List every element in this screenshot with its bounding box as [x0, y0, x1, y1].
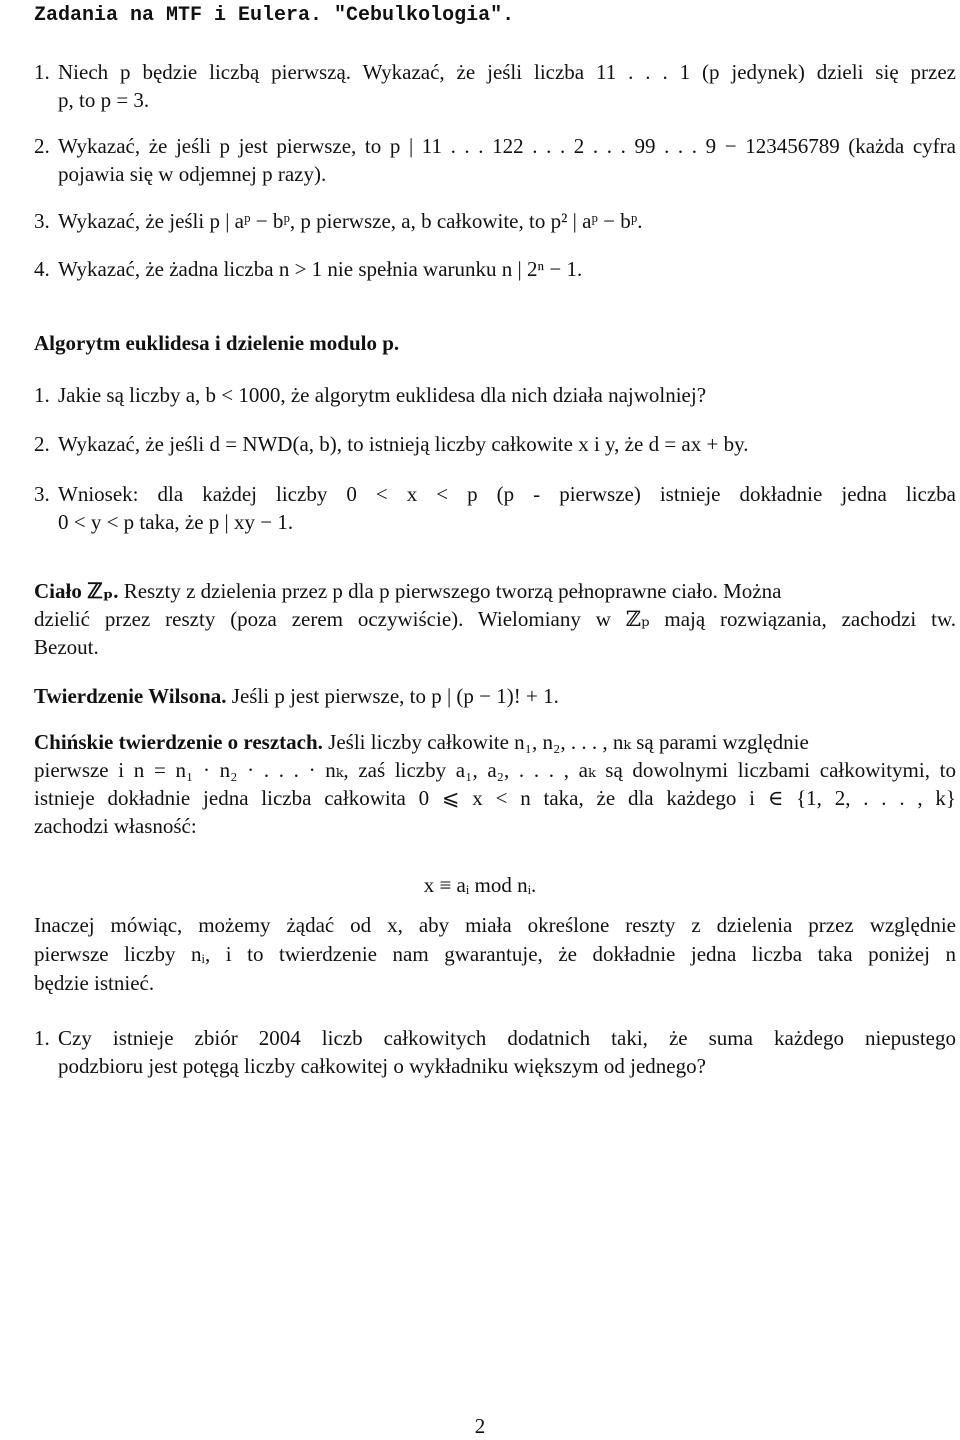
field-line: Bezout.	[34, 635, 99, 659]
field-first-line	[34, 577, 956, 605]
item-line: Wykazać, że żadna liczba n > 1 nie spełnia warunku n | 2ⁿ − 1.	[58, 257, 583, 281]
wilson-text: Jeśli p jest pierwsze, to p | (p − 1)! + 1.	[231, 684, 559, 708]
item-line: Wykazać, że jeśli p | aᵖ − bᵖ, p pierwsze, a, b całkowite, to p² | aᵖ − bᵖ.	[58, 209, 643, 233]
item-line: Czy istnieje zbiór 2004 liczb całkowitych dodatnich taki, że suma każdego niepustego	[58, 1026, 956, 1050]
title-text: Zadania na MTF i Eulera. "Cebulkologia".	[34, 4, 515, 27]
wilson-line	[34, 682, 559, 710]
item-number: 1.	[34, 1026, 50, 1050]
item-number: 3.	[34, 482, 50, 506]
item-number: 2.	[34, 432, 50, 456]
crt-after-line: Inaczej mówiąc, możemy żądać od x, aby miała określone reszty z dzielenia przez względnie	[34, 913, 956, 937]
crt-line: Jeśli liczby całkowite n₁, n₂, . . . , nₖ są parami względnie	[328, 730, 809, 754]
heading-text: Algorytm euklidesa i dzielenie modulo p.	[34, 331, 400, 355]
item-line: Jakie są liczby a, b < 1000, że algorytm euklidesa dla nich działa najwolniej?	[58, 383, 707, 407]
field-line: Reszty z dzielenia przez p dla p pierwszego tworzą pełnoprawne ciało. Można	[123, 579, 782, 603]
item-line: pojawia się w odjemnej p razy).	[58, 162, 327, 186]
field-line: dzielić przez reszty (poza zerem oczywiście). Wielomiany w ℤₚ mają rozwiązania, zachodzi tw.	[34, 607, 956, 631]
wilson-heading: Twierdzenie Wilsona.	[34, 684, 227, 708]
field-heading: Ciało ℤₚ.	[34, 579, 119, 603]
item-number: 2.	[34, 134, 50, 158]
item-number: 4.	[34, 257, 50, 281]
page-number: 2	[474, 1414, 486, 1438]
crt-heading: Chińskie twierdzenie o resztach.	[34, 730, 323, 754]
item-number: 1.	[34, 60, 50, 84]
item-line: Wykazać, że jeśli p jest pierwsze, to p | 11 . . . 122 . . . 2 . . . 99 . . . 9 − 123456789 (każda cyfra	[58, 134, 956, 158]
item-line: Wniosek: dla każdej liczby 0 < x < p (p - pierwsze) istnieje dokładnie jedna liczba	[58, 482, 956, 506]
item-line: Wykazać, że jeśli d = NWD(a, b), to istnieją liczby całkowite x i y, że d = ax + by.	[58, 432, 749, 456]
item-number: 1.	[34, 383, 50, 407]
crt-first-line	[34, 728, 809, 756]
crt-line: zachodzi własność:	[34, 814, 197, 838]
item-line: podzbioru jest potęgą liczby całkowitej o wykładniku większym od jednego?	[58, 1054, 706, 1078]
crt-line: istnieje dokładnie jedna liczba całkowita 0 ⩽ x < n taka, że dla każdego i ∈ {1, 2, . . . , k}	[34, 786, 956, 810]
crt-after-line: będzie istnieć.	[34, 971, 155, 995]
item-line: p, to p = 3.	[58, 88, 150, 112]
item-line: 0 < y < p taka, że p | xy − 1.	[58, 510, 294, 534]
item-number: 3.	[34, 209, 50, 233]
crt-line: pierwsze i n = n₁ · n₂ · . . . · nₖ, zaś liczby a₁, a₂, . . . , aₖ są dowolnymi liczbami całkowitymi, to	[34, 758, 956, 782]
crt-formula: x ≡ aᵢ mod nᵢ.	[423, 873, 537, 897]
crt-after-line: pierwsze liczby nᵢ, i to twierdzenie nam gwarantuje, że dokładnie jedna liczba taka poniżej n	[34, 942, 956, 966]
item-line: Niech p będzie liczbą pierwszą. Wykazać, że jeśli liczba 11 . . . 1 (p jedynek) dzieli się przez	[58, 60, 956, 84]
